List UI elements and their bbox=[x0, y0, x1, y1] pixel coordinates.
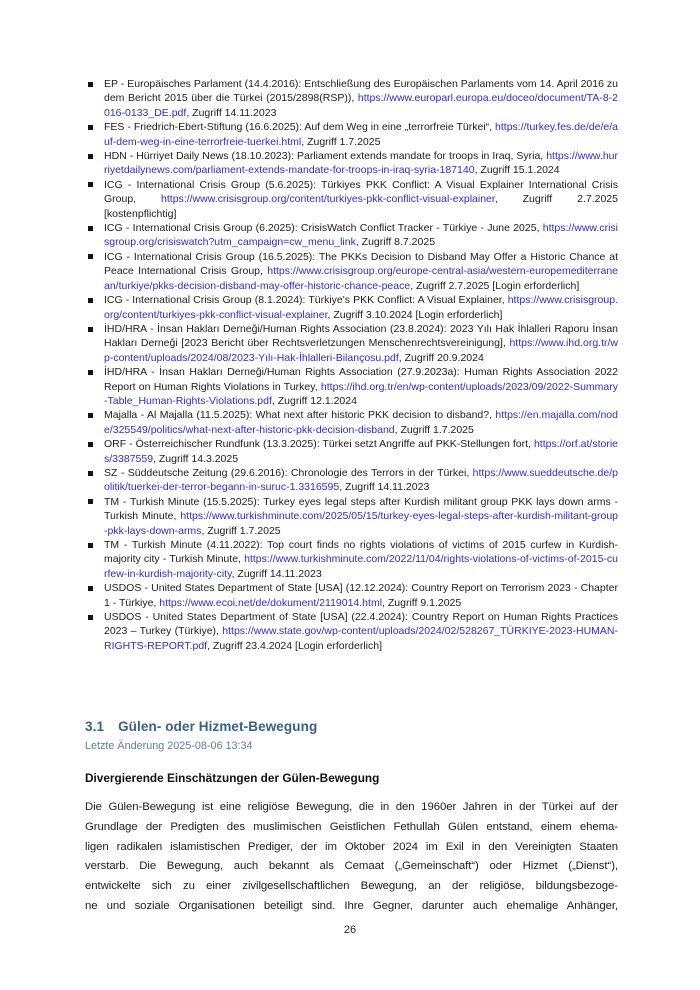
bullet-square-icon bbox=[88, 615, 93, 620]
reference-link[interactable]: https://orf.at/stories/3387559 bbox=[104, 438, 618, 465]
bullet-square-icon bbox=[88, 298, 93, 303]
reference-link[interactable]: https://www.crisisgroup.org/content/turkiyes-pkk-conflict-visual-explainer bbox=[104, 294, 618, 321]
section-number: 3.1 bbox=[85, 719, 105, 734]
reference-item bbox=[88, 581, 618, 610]
section-heading bbox=[85, 719, 317, 734]
reference-link[interactable]: https://ihd.org.tr/en/wp-content/uploads/2023/09/2022-Summary-Table_Human-Rights-Violations.pdf bbox=[104, 380, 618, 407]
reference-link[interactable]: https://www.crisisgroup.org/content/turkiyes-pkk-conflict-visual-explainer bbox=[161, 193, 495, 206]
paragraph-line: entwickelte sich zu einer zivilgesellschaftlichen Bewegung, an der religiöse, bildungsbezoge- bbox=[85, 880, 618, 893]
reference-item bbox=[88, 495, 618, 538]
reference-item bbox=[88, 149, 618, 178]
reference-item bbox=[88, 250, 618, 293]
bullet-square-icon bbox=[88, 154, 93, 159]
reference-link[interactable]: https://turkey.fes.de/de/e/auf-dem-weg-in-eine-terrorfreie-tuerkei.html bbox=[104, 121, 618, 148]
reference-text: , Zugriff 1.7.2025 bbox=[301, 135, 381, 148]
bullet-square-icon bbox=[88, 471, 93, 476]
reference-item bbox=[88, 322, 618, 365]
reference-link[interactable]: https://www.crisisgroup.org/crisiswatch?utm_campaign=cw_menu_link bbox=[104, 222, 618, 249]
reference-item bbox=[88, 538, 618, 581]
bullet-square-icon bbox=[88, 370, 93, 375]
reference-text: USDOS - United States Department of State [USA] (22.4.2024): Country Report on Human Rights Practices 2023 – Turkey (Türkiye), bbox=[104, 611, 618, 638]
reference-link[interactable]: https://www.europarl.europa.eu/doceo/document/TA-8-2016-0133_DE.pdf bbox=[104, 92, 618, 119]
reference-link[interactable]: https://www.hurriyetdailynews.com/parliament-extends-mandate-for-troops-in-iraq-syria-187140 bbox=[104, 150, 618, 177]
reference-text: , Zugriff 20.9.2024 bbox=[398, 351, 484, 364]
reference-text: ICG - International Crisis Group (5.6.2025): Türkiyes PKK Conflict: A Visual Explainer International Crisis Group, bbox=[104, 178, 618, 206]
reference-text: , Zugriff 1.7.2025 bbox=[201, 524, 281, 537]
paragraph-line: Grundlage der Predigten des muslimischen Geistlichen Fethullah Gülen entstand, einem ehema- bbox=[85, 820, 618, 833]
bullet-square-icon bbox=[88, 543, 93, 548]
reference-text: , Zugriff 9.1.2025 bbox=[382, 596, 462, 609]
bullet-square-icon bbox=[88, 226, 93, 231]
reference-item bbox=[88, 77, 618, 120]
reference-text: USDOS - United States Department of State [USA] (12.12.2024): Country Report on Terrorism 2023 - Chapter 1 - Türkiye, bbox=[104, 582, 618, 609]
reference-link[interactable]: https://www.state.gov/wp-content/uploads/2024/02/528267_TÜRKIYE-2023-HUMAN-RIGHTS-REPORT.pdf bbox=[104, 625, 618, 652]
reference-text: SZ - Süddeutsche Zeitung (29.6.2016): Chronologie des Terrors in der Türkei, bbox=[104, 466, 473, 479]
bullet-square-icon bbox=[88, 125, 93, 130]
reference-item bbox=[88, 178, 618, 221]
reference-item bbox=[88, 120, 618, 149]
reference-item bbox=[88, 293, 618, 322]
reference-link[interactable]: https://en.majalla.com/node/325549/politics/what-next-after-historic-pkk-decision-disband bbox=[104, 409, 618, 436]
reference-link[interactable]: https://www.crisisgroup.org/europe-central-asia/western-europemediterranean/turkiye/pkks-decision-disband-may-offer-historic-chance-peace bbox=[104, 265, 618, 292]
reference-text: EP - Europäisches Parlament (14.4.2016): Entschließung des Europäischen Parlaments vom 14. April 2016 zu dem Bericht 2015 über die Türkei (2015/2898(RSP)), bbox=[104, 78, 618, 105]
reference-item bbox=[88, 437, 618, 466]
reference-text: , Zugriff 3.10.2024 [Login erforderlich] bbox=[327, 308, 503, 321]
reference-text: Majalla - Al Majalla (11.5.2025): What next after historic PKK decision to disband?, bbox=[104, 409, 496, 422]
reference-text: FES - Friedrich-Ebert-Stiftung (16.6.2025): Auf dem Weg in eine „terrorfreie Türkei“, bbox=[104, 121, 496, 134]
bullet-square-icon bbox=[88, 499, 93, 504]
bullet-square-icon bbox=[88, 82, 93, 87]
reference-item bbox=[88, 610, 618, 653]
reference-text: İHD/HRA - İnsan Hakları Derneği/Human Rights Association (27.9.2023a): Human Rights Association 2022 Report on Human Rights Violations in Turkey, bbox=[104, 366, 618, 393]
reference-text: ICG - International Crisis Group (8.1.2024): Türkiye's PKK Conflict: A Visual Explainer, bbox=[104, 294, 508, 307]
bullet-square-icon bbox=[88, 586, 93, 591]
reference-link[interactable]: https://www.turkishminute.com/2022/11/04/rights-violations-of-victims-of-2015-curfew-in-kurdish-majority-city bbox=[104, 553, 618, 580]
page-number: 26 bbox=[343, 924, 357, 936]
section-subheading: Divergierende Einschätzungen der Gülen-Bewegung bbox=[85, 771, 380, 785]
bullet-square-icon bbox=[88, 413, 93, 418]
paragraph-line: ligen radikalen islamistischen Prediger, der im Oktober 2024 im Exil in den Vereinigten Staaten bbox=[85, 840, 618, 853]
bullet-square-icon bbox=[88, 327, 93, 332]
reference-link[interactable]: https://www.sueddeutsche.de/politik/tuerkei-der-terror-begann-in-suruc-1.3316595 bbox=[104, 466, 618, 494]
reference-item bbox=[88, 408, 618, 437]
reference-link[interactable]: https://www.ihd.org.tr/wp-content/uploads/2024/08/2023-Yılı-Hak-İhlalleri-Bilançosu.pdf bbox=[104, 337, 618, 364]
body-paragraph bbox=[85, 798, 618, 917]
reference-text: , Zugriff 12.1.2024 bbox=[271, 394, 357, 407]
reference-text: , Zugriff 14.11.2023 bbox=[339, 481, 430, 494]
reference-text: ICG - International Crisis Group (6.2025): CrisisWatch Conflict Tracker - Türkiye - June 2025, bbox=[104, 222, 543, 235]
reference-text: , Zugriff 23.4.2024 [Login erforderlich] bbox=[207, 639, 382, 652]
reference-item bbox=[88, 221, 618, 250]
paragraph-line: verstarb. Die Bewegung, auch bekannt als Cemaat („Gemeinschaft“) oder Hizmet („Dienst“), bbox=[85, 860, 618, 873]
reference-text: , Zugriff 2.7.2025 [Login erforderlich] bbox=[410, 279, 580, 292]
reference-text: ORF - Österreichischer Rundfunk (13.3.2025): Türkei setzt Angriffe auf PKK-Stellungen fort, bbox=[104, 438, 534, 451]
references-list bbox=[88, 77, 618, 653]
reference-text: , Zugriff 2.7.2025 [kostenpflichtig] bbox=[104, 193, 618, 220]
reference-text: İHD/HRA - İnsan Hakları Derneği/Human Rights Association (23.8.2024): 2023 Yılı Hak İhlalleri Raporu İnsan Hakları Derneği [2023 Bericht über Rechtsverletzungen Menschenrechtsvereinigung], bbox=[104, 322, 618, 350]
reference-text: HDN - Hürriyet Daily News (18.10.2023): Parliament extends mandate for troops in Iraq, Syria, bbox=[104, 150, 547, 163]
reference-item bbox=[88, 466, 618, 495]
paragraph-line: Die Gülen-Bewegung ist eine religiöse Bewegung, die in den 1960er Jahren in der Türkei auf der bbox=[85, 801, 618, 813]
reference-text: TM - Turkish Minute (4.11.2022): Top court finds no rights violations of victims of 2015 curfew in Kurdish-majority city - Turkish Minute, bbox=[104, 539, 618, 566]
reference-link[interactable]: https://www.turkishminute.com/2025/05/15/turkey-eyes-legal-steps-after-kurdish-militant-group-pkk-lays-down-arms bbox=[104, 510, 618, 537]
reference-text: , Zugriff 14.3.2025 bbox=[153, 452, 239, 465]
reference-item bbox=[88, 365, 618, 408]
bullet-square-icon bbox=[88, 182, 93, 187]
reference-text: , Zugriff 14.11.2023 bbox=[231, 567, 322, 580]
bullet-square-icon bbox=[88, 442, 93, 447]
last-changed-text: Letzte Änderung 2025-08-06 13:34 bbox=[85, 740, 253, 752]
reference-text: , Zugriff 15.1.2024 bbox=[474, 164, 560, 177]
reference-text: , Zugriff 8.7.2025 bbox=[355, 236, 436, 249]
paragraph-line: ne und soziale Organisationen beteiligt sind. Ihre Gegner, darunter auch ehemalige Anhänger, bbox=[85, 899, 618, 912]
reference-text: ICG - International Crisis Group (16.5.2025): The PKKs Decision to Disband May Offer a Historic Chance at Peace International Crisis Group, bbox=[104, 250, 618, 278]
reference-link[interactable]: https://www.ecoi.net/de/dokument/2119014.html bbox=[159, 596, 383, 609]
reference-text: TM - Turkish Minute (15.5.2025): Turkey eyes legal steps after Kurdish militant group PKK lays down arms - Turkish Minute, bbox=[104, 495, 618, 523]
reference-text: , Zugriff 14.11.2023 bbox=[186, 106, 277, 119]
section-title: Gülen- oder Hizmet-Bewegung bbox=[118, 719, 318, 734]
reference-text: , Zugriff 1.7.2025 bbox=[394, 423, 474, 436]
bullet-square-icon bbox=[88, 254, 93, 259]
